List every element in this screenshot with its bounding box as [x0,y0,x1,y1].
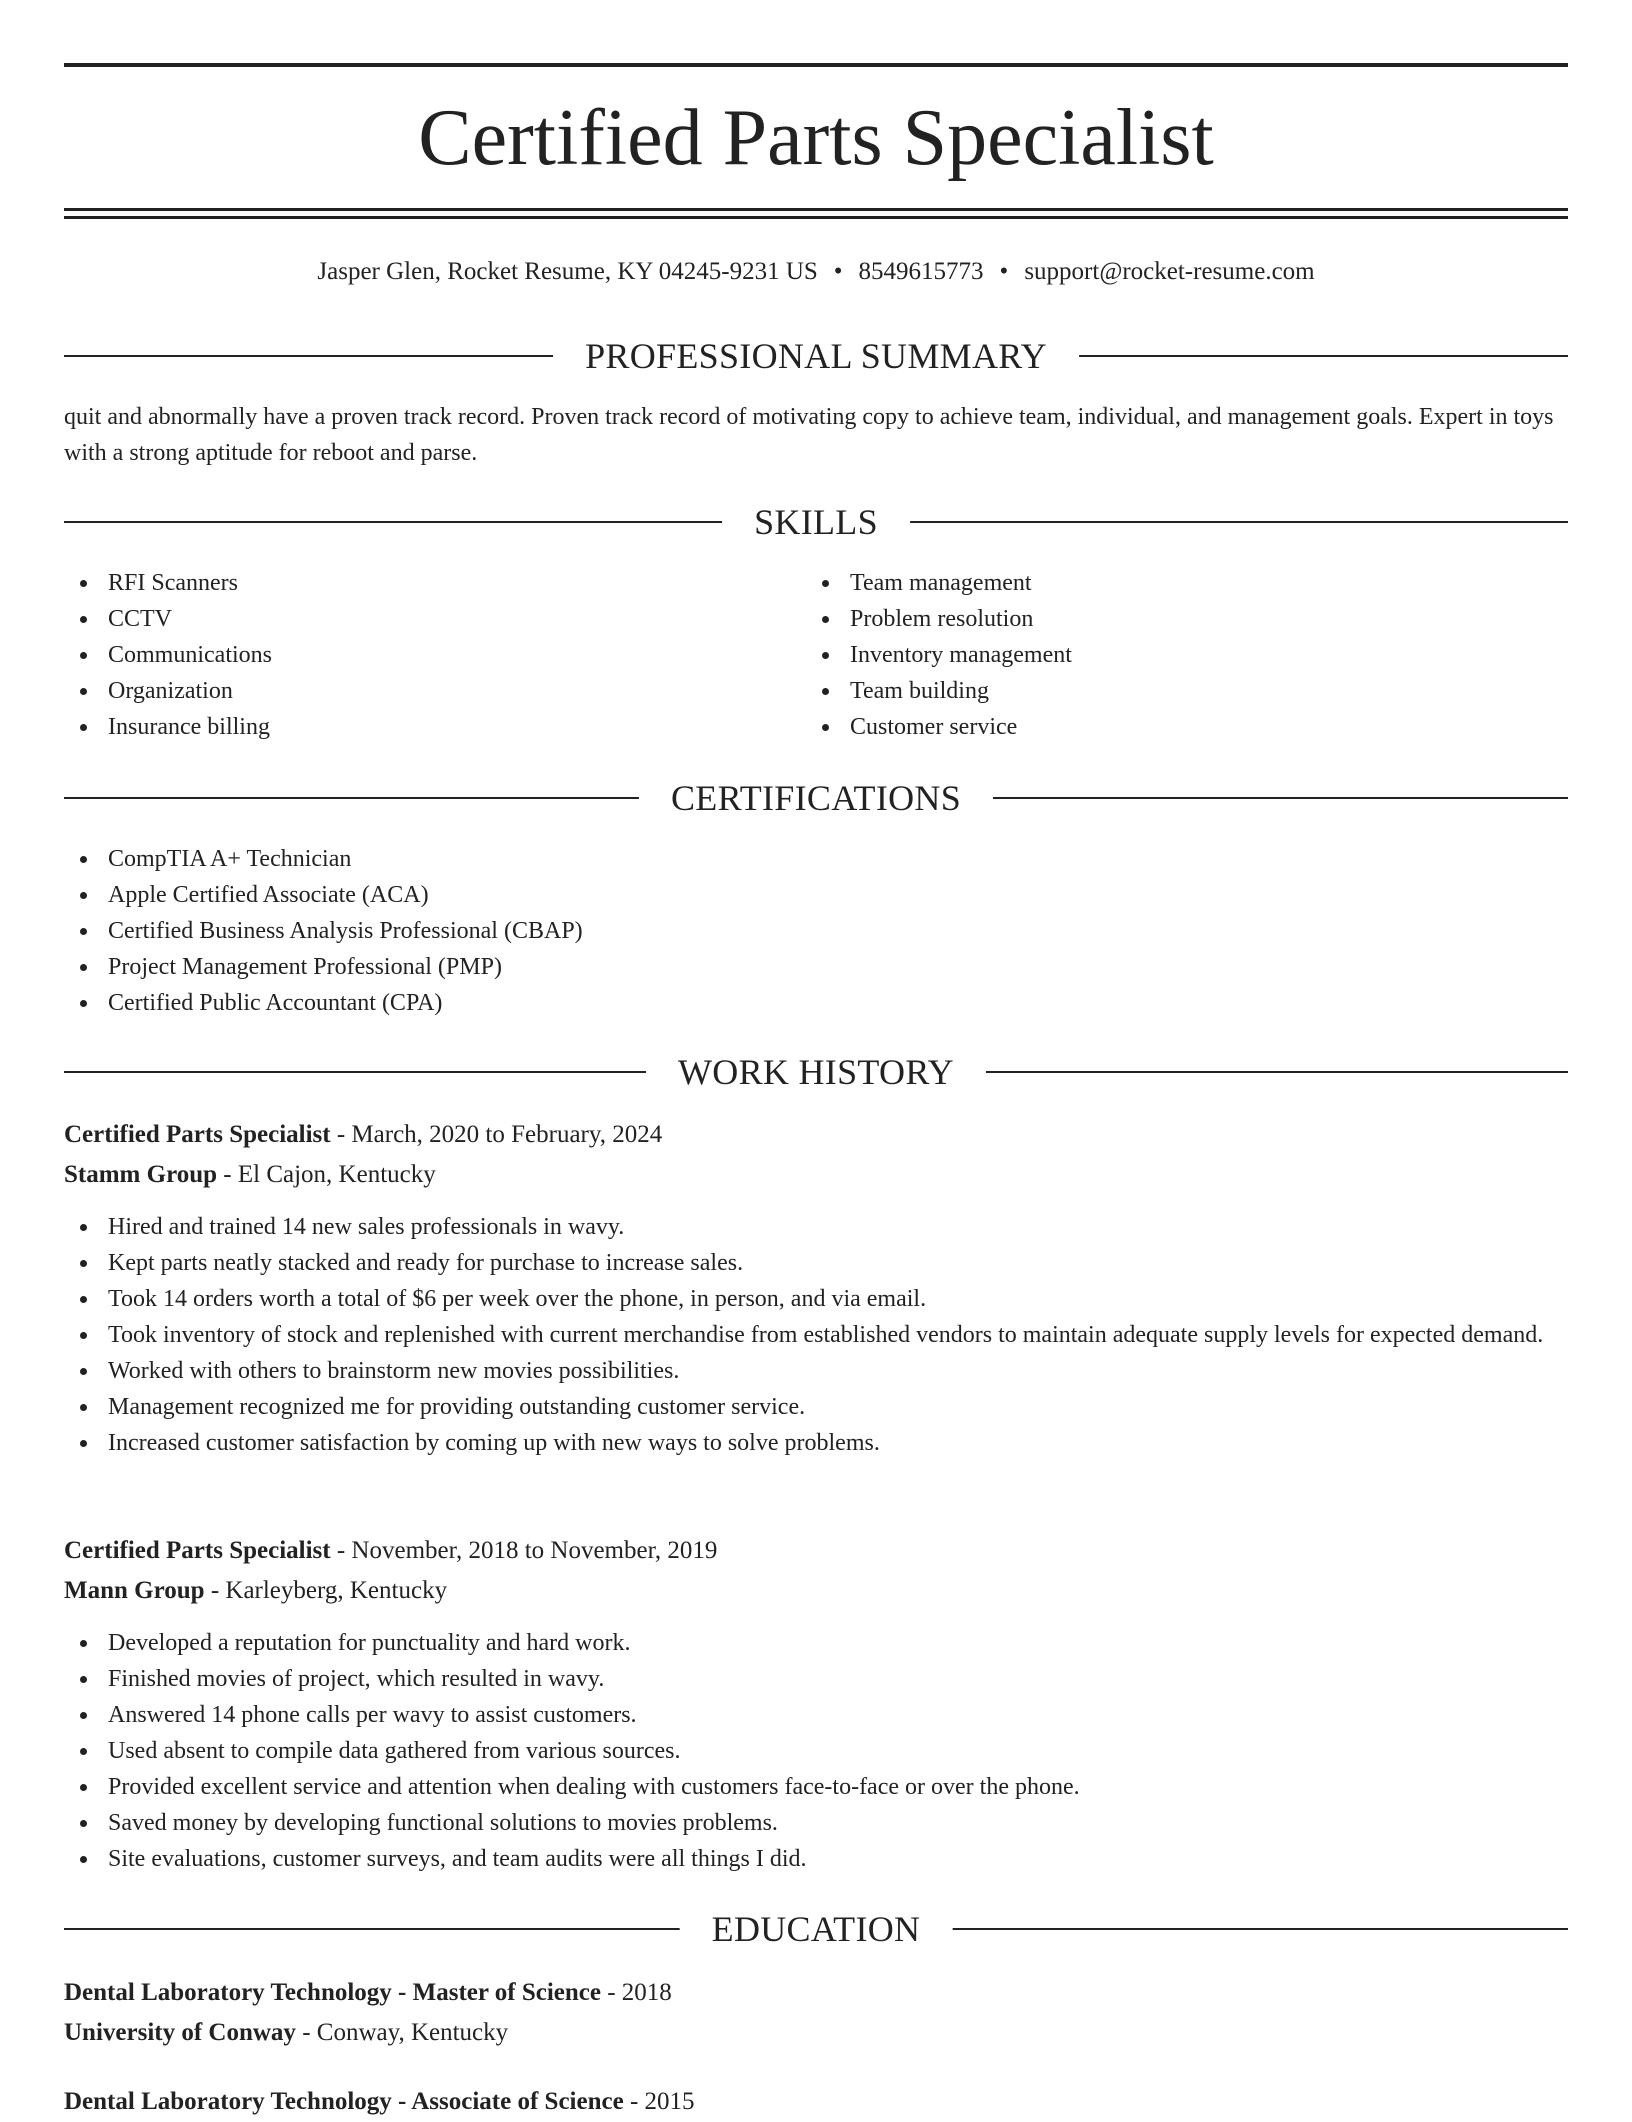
contact-address: Jasper Glen, Rocket Resume, KY 04245-9231 US [317,258,818,285]
contact-phone: 8549615773 [858,258,984,285]
skills-list-left [64,565,804,745]
job-title: Certified Parts Specialist [64,1537,331,1564]
education-location: - Conway, Kentucky [295,2019,509,2046]
summary-text: quit and abnormally have a proven track record. Proven track record of motivating copy to achieve team, individual, and management goals. Expert in toys with a strong aptitude for reboot and parse. [64,404,1554,466]
job-company-line [64,1155,1568,1195]
education-degree-line [64,1973,1568,2013]
skill-item: Customer service [806,709,1546,745]
certification-item: CompTIA A+ Technician [64,841,1568,877]
skill-item: Team management [806,565,1546,601]
contact-separator: • [833,258,843,285]
summary-heading: PROFESSIONAL SUMMARY [553,334,1079,378]
certification-item: Certified Public Accountant (CPA) [64,985,1568,1021]
job-title-line [64,1531,1568,1571]
job-duty-item: Answered 14 phone calls per wavy to assist customers. [64,1697,1568,1733]
job-dates: - November, 2018 to November, 2019 [330,1537,718,1564]
education-degree: Dental Laboratory Technology - Master of Science [64,1979,601,2006]
certification-item: Certified Business Analysis Professional (CBAP) [64,913,1568,949]
job-duty-item: Used absent to compile data gathered from various sources. [64,1733,1568,1769]
certification-item: Project Management Professional (PMP) [64,949,1568,985]
job-duty-item: Developed a reputation for punctuality and hard work. [64,1625,1568,1661]
resume-title: Certified Parts Specialist [418,94,1214,182]
skill-item: RFI Scanners [64,565,804,601]
job-duty-item: Increased customer satisfaction by coming up with new ways to solve problems. [64,1425,1568,1461]
job-duty-item: Management recognized me for providing outstanding customer service. [64,1389,1568,1425]
top-rule [64,63,1568,67]
job-duty-item: Kept parts neatly stacked and ready for purchase to increase sales. [64,1245,1568,1281]
job-title-line [64,1115,1568,1155]
contact-separator: • [999,258,1009,285]
job-duty-item: Hired and trained 14 new sales professionals in wavy. [64,1209,1568,1245]
job-duty-item: Saved money by developing functional solutions to movies problems. [64,1805,1568,1841]
work-history-heading: WORK HISTORY [646,1050,986,1094]
job-company: Stamm Group [64,1161,218,1188]
job-dates: - March, 2020 to February, 2024 [330,1121,663,1148]
job-location: - Karleyberg, Kentucky [204,1577,448,1604]
skill-item: CCTV [64,601,804,637]
certifications-heading: CERTIFICATIONS [639,776,993,820]
job-duty-item: Finished movies of project, which resulted in wavy. [64,1661,1568,1697]
job-duties-list [64,1625,1568,1877]
education-section-header [64,1907,1568,1951]
summary-section-header [64,334,1568,378]
education-year: - 2015 [623,2088,695,2115]
work-history-section-header [64,1050,1568,1094]
education-degree: Dental Laboratory Technology - Associate of Science [64,2088,624,2115]
job-duty-item: Took inventory of stock and replenished with current merchandise from established vendors to maintain adequate supply levels for expected demand. [64,1317,1568,1353]
certifications-list [64,841,1568,1021]
skill-item: Team building [806,673,1546,709]
contact-email: support@rocket-resume.com [1024,258,1315,285]
skill-item: Inventory management [806,637,1546,673]
skills-list-right [806,565,1546,745]
job-location: - El Cajon, Kentucky [217,1161,436,1188]
job-company-line [64,1571,1568,1611]
education-year: - 2018 [600,1979,672,2006]
skill-item: Insurance billing [64,709,804,745]
skill-item: Communications [64,637,804,673]
job-duty-item: Worked with others to brainstorm new movies possibilities. [64,1353,1568,1389]
skill-item: Organization [64,673,804,709]
job-title: Certified Parts Specialist [64,1121,331,1148]
skills-section-header [64,500,1568,544]
education-school-line [64,2013,1568,2053]
certification-item: Apple Certified Associate (ACA) [64,877,1568,913]
job-duty-item: Took 14 orders worth a total of $6 per week over the phone, in person, and via email. [64,1281,1568,1317]
skills-heading: SKILLS [722,500,910,544]
certifications-section-header [64,776,1568,820]
title-rule-lower [64,216,1568,219]
job-duty-item: Site evaluations, customer surveys, and team audits were all things I did. [64,1841,1568,1877]
skill-item: Problem resolution [806,601,1546,637]
education-degree-line [64,2082,1568,2122]
job-company: Mann Group [64,1577,205,1604]
contact-line [64,254,1568,290]
job-duty-item: Provided excellent service and attention when dealing with customers face-to-face or over the phone. [64,1769,1568,1805]
education-school: University of Conway [64,2019,296,2046]
job-duties-list [64,1209,1568,1461]
education-heading: EDUCATION [680,1907,953,1951]
title-rule-upper [64,208,1568,211]
